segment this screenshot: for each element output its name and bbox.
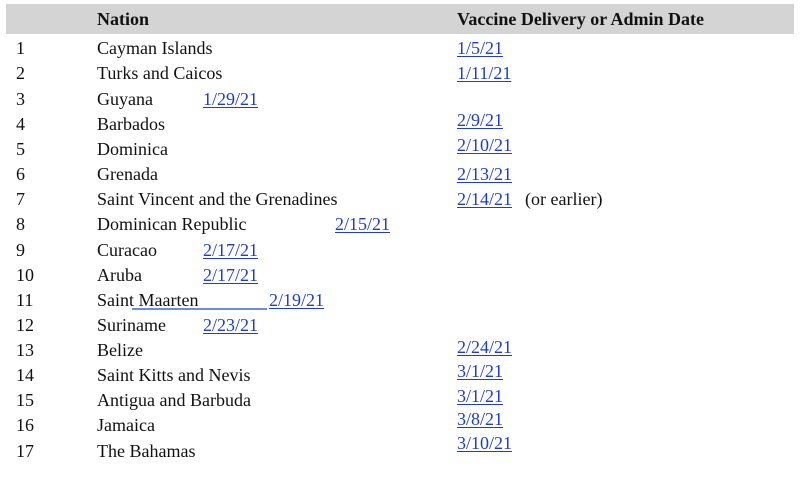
nation-name: Grenada — [97, 164, 158, 184]
nation-name: Curacao — [97, 240, 157, 260]
nation-name: Aruba — [97, 265, 142, 285]
date-link[interactable]: 3/1/21 — [457, 361, 504, 381]
row-number: 16 — [16, 415, 34, 435]
row-number: 2 — [16, 63, 25, 83]
date-link[interactable]: 2/24/21 — [457, 337, 513, 357]
row-number: 9 — [16, 240, 25, 260]
row-number: 10 — [16, 265, 34, 285]
row-number: 8 — [16, 214, 25, 234]
date-link[interactable]: 2/10/21 — [457, 135, 513, 155]
nation-name: Barbados — [97, 114, 165, 134]
date-link[interactable]: 2/19/21 — [269, 290, 325, 310]
nation-name: Cayman Islands — [97, 38, 213, 58]
date-link[interactable]: 3/8/21 — [457, 409, 504, 429]
date-link[interactable]: 1/29/21 — [203, 89, 259, 109]
column-header-date: Vaccine Delivery or Admin Date — [457, 9, 704, 29]
date-note: (or earlier) — [525, 189, 603, 209]
date-link[interactable]: 1/11/21 — [457, 63, 512, 83]
nation-name: The Bahamas — [97, 441, 196, 461]
spellcheck-underline — [132, 308, 267, 310]
row-number: 13 — [16, 340, 34, 360]
nation-name: Antigua and Barbuda — [97, 390, 251, 410]
date-link[interactable]: 2/17/21 — [203, 240, 259, 260]
nation-name: Dominica — [97, 139, 168, 159]
date-link[interactable]: 2/15/21 — [335, 214, 391, 234]
row-number: 17 — [16, 441, 34, 461]
nation-name: Guyana — [97, 89, 153, 109]
date-link[interactable]: 3/10/21 — [457, 433, 513, 453]
row-number: 11 — [16, 290, 34, 310]
row-number: 4 — [16, 114, 25, 134]
date-link[interactable]: 1/5/21 — [457, 38, 504, 58]
row-number: 6 — [16, 164, 25, 184]
date-link[interactable]: 2/13/21 — [457, 164, 513, 184]
column-header-nation: Nation — [97, 9, 150, 29]
nation-name: Suriname — [97, 315, 166, 335]
date-link[interactable]: 2/23/21 — [203, 315, 259, 335]
nation-name: Dominican Republic — [97, 214, 247, 234]
nation-name: Saint Vincent and the Grenadines — [97, 189, 338, 209]
row-number: 1 — [16, 38, 25, 58]
nation-name: Turks and Caicos — [97, 63, 223, 83]
date-link[interactable]: 2/17/21 — [203, 265, 259, 285]
date-link[interactable]: 2/14/21 — [457, 189, 513, 209]
row-number: 14 — [16, 365, 34, 385]
row-number: 3 — [16, 89, 25, 109]
nation-name: Saint Kitts and Nevis — [97, 365, 251, 385]
nation-name: Belize — [97, 340, 143, 360]
nation-name: Saint Maarten — [97, 290, 199, 310]
date-link[interactable]: 3/1/21 — [457, 386, 504, 406]
row-number: 15 — [16, 390, 34, 410]
nation-name: Jamaica — [97, 415, 155, 435]
row-number: 12 — [16, 315, 34, 335]
date-link[interactable]: 2/9/21 — [457, 110, 504, 130]
row-number: 7 — [16, 189, 25, 209]
row-number: 5 — [16, 139, 25, 159]
